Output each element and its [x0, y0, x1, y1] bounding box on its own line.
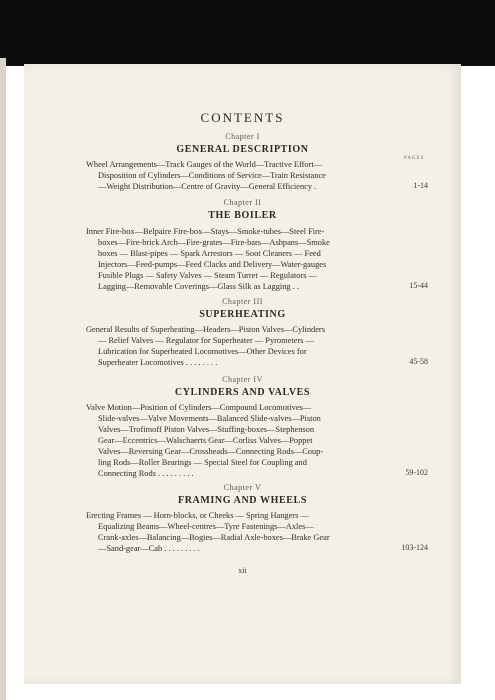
entry-line: Crank-axles—Balancing—Bogies—Radial Axle-boxes—Brake Gear	[98, 533, 330, 542]
entry-line: boxes—Fire-brick Arch—Fire-grates—Fire-bars—Ashpans—Smoke	[98, 238, 330, 247]
entry-line: General Results of Superheating—Headers—Piston Valves—Cylinders	[86, 325, 325, 334]
chapter-entry	[86, 226, 386, 292]
page-range: 1-14	[413, 181, 428, 190]
chapter-entry	[86, 159, 386, 192]
entry-line: Erecting Frames — Horn-blocks, or Cheeks — Spring Hangers —	[86, 511, 309, 520]
entry-line: Gear—Eccentrics—Walschaerts Gear—Corliss Valves—Poppet	[98, 436, 313, 445]
scan-top-band	[0, 0, 495, 66]
entry-line: Injectors—Feed-pumps—Feed Clacks and Delivery—Water-gauges	[98, 260, 327, 269]
entry-line: Equalizing Beams—Wheel-centres—Tyre Fastenings—Axles—	[98, 522, 314, 531]
scan-left-edge	[0, 58, 6, 700]
chapter-label: Chapter I	[225, 132, 260, 141]
page-number: xii	[238, 566, 247, 575]
entry-line: Fusible Plugs — Safety Valves — Steam Turret — Regulators —	[98, 271, 317, 280]
chapter-entry	[86, 402, 386, 479]
entry-line: —Sand-gear—Cab . . . . . . . . .	[98, 544, 200, 553]
chapter-title: FRAMING AND WHEELS	[178, 495, 307, 506]
chapter-title: THE BOILER	[208, 210, 277, 221]
entry-line: Disposition of Cylinders—Conditions of Service—Train Resistance	[98, 171, 326, 180]
entry-line: Valves—Trofimoff Piston Valves—Stuffing-boxes—Stephenson	[98, 425, 315, 434]
chapter-label: Chapter III	[222, 297, 263, 306]
entry-line: Superheater Locomotives . . . . . . . .	[98, 358, 218, 367]
pages-column-header: PAGES	[404, 156, 425, 161]
chapter-title: SUPERHEATING	[199, 309, 286, 320]
entry-line: Valve Motion—Position of Cylinders—Compound Locomotives—	[86, 403, 312, 412]
entry-line: —Weight Distribution—Centre of Gravity—General Efficiency .	[98, 182, 317, 191]
chapter-label: Chapter V	[223, 483, 262, 492]
entry-line: Valves—Reversing Gear—Crossheads—Connecting Rods—Coup-	[98, 447, 324, 456]
page-range: 45-58	[409, 357, 428, 366]
entry-line: Lubrication for Superheated Locomotives—Other Devices for	[98, 347, 307, 356]
page-range: 59-102	[405, 468, 428, 477]
chapter-entry	[86, 324, 386, 368]
entry-line: — Relief Valves — Regulator for Superheater — Pyrometers —	[98, 336, 314, 345]
entry-line: Connecting Rods . . . . . . . . .	[98, 469, 194, 478]
chapter-label: Chapter IV	[222, 375, 263, 384]
book-page	[24, 64, 461, 684]
entry-line: ling Rods—Roller Bearings — Special Steel for Coupling and	[98, 458, 307, 467]
entry-line: boxes — Blast-pipes — Spark Arrestors — Soot Cleaners — Feed	[98, 249, 321, 258]
page-range: 103-124	[401, 543, 428, 552]
chapter-entry	[86, 510, 386, 554]
entry-line: Slide-valves—Valve Movements—Balanced Slide-valves—Piston	[98, 414, 321, 423]
page-title: CONTENTS	[200, 110, 285, 125]
chapter-label: Chapter II	[223, 198, 262, 207]
entry-line: Inner Fire-box—Belpaire Fire-box—Stays—Smoke-tubes—Steel Fire-	[86, 227, 325, 236]
entry-line: Wheel Arrangements—Track Gauges of the World—Tractive Effort—	[86, 160, 323, 169]
chapter-title: GENERAL DESCRIPTION	[176, 144, 309, 155]
entry-line: Lagging—Removable Coverings—Glass Silk as Lagging . .	[98, 282, 299, 291]
page-range: 15-44	[409, 281, 428, 290]
chapter-title: CYLINDERS AND VALVES	[174, 387, 311, 398]
